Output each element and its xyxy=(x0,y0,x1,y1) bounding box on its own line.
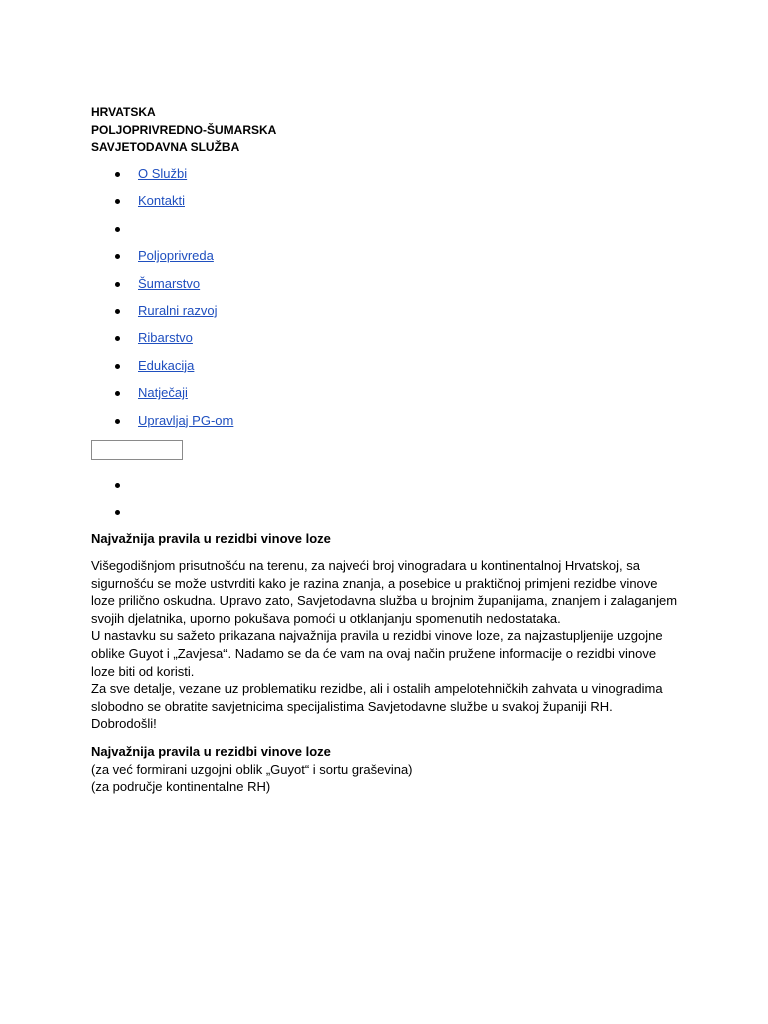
search-input[interactable] xyxy=(91,440,183,460)
nav-link-ruralni-razvoj[interactable]: Ruralni razvoj xyxy=(138,302,218,318)
secondary-list xyxy=(91,476,138,530)
nav-item-sumarstvo xyxy=(91,275,233,302)
nav-link-poljoprivreda[interactable]: Poljoprivreda xyxy=(138,248,214,264)
nav-item-empty xyxy=(91,220,233,247)
article-title: Najvažnija pravila u rezidbi vinove loze xyxy=(91,531,331,546)
list-item xyxy=(91,476,138,503)
nav-link-upravljaj-pg-om[interactable]: Upravljaj PG-om xyxy=(138,412,234,428)
org-line-3: SAVJETODAVNA SLUŽBA xyxy=(91,140,240,154)
article-paragraph: Za sve detalje, vezane uz problematiku rezidbe, ali i ostalih ampelotehničkih zahvata u vinogradima slobodno se obratite savjetnicima specijalistima Savjetodavne službe u svakoj županiji RH. xyxy=(91,681,663,714)
article-body xyxy=(91,557,681,733)
nav-item-poljoprivreda xyxy=(91,247,233,274)
nav-link-ribarstvo[interactable]: Ribarstvo xyxy=(138,330,193,346)
nav-item-ruralni-razvoj xyxy=(91,302,233,329)
org-line-1: HRVATSKA xyxy=(91,105,156,119)
nav-item-ribarstvo xyxy=(91,329,233,356)
nav-link-o-sluzbi[interactable]: O Službi xyxy=(138,166,188,181)
article-paragraph: U nastavku su sažeto prikazana najvažnija pravila u rezidbi vinove loze, za najzastupljenije uzgojne oblike Guyot i „Zavjesa“. Nadamo se da će vam na ovaj način pružene informacije o rezidbi vinove loze biti od koristi. xyxy=(91,628,663,679)
nav-item-kontakti xyxy=(91,192,233,219)
org-line-2: POLJOPRIVREDNO-ŠUMARSKA xyxy=(91,122,277,137)
article-section xyxy=(91,743,681,796)
section-title: Najvažnija pravila u rezidbi vinove loze xyxy=(91,744,331,759)
nav-link-edukacija[interactable]: Edukacija xyxy=(138,357,195,373)
nav-item-o-sluzbi xyxy=(91,165,233,192)
nav-item-edukacija xyxy=(91,357,233,384)
nav-link-sumarstvo[interactable]: Šumarstvo xyxy=(138,275,201,291)
nav-item-upravljaj-pg-om xyxy=(91,412,233,439)
main-navigation xyxy=(91,165,233,439)
article-paragraph: Dobrodošli! xyxy=(91,716,157,732)
nav-link-natjecaji[interactable]: Natječaji xyxy=(138,385,188,401)
section-subtitle: (za već formirani uzgojni oblik „Guyot“ i sortu graševina) xyxy=(91,761,413,777)
organization-name xyxy=(91,104,276,157)
section-subtitle: (za područje kontinentalne RH) xyxy=(91,779,271,795)
article-paragraph: Višegodišnjom prisutnošću na terenu, za najveći broj vinogradara u kontinentalnoj Hrvatskoj, sa sigurnošću se može ustvrditi kako je razina znanja, a posebice u praktičnoj primjeni rezidbe vinove loze prilično oskudna. Upravo zato, Savjetodavna služba u brojnim županijama, znanjem i zalaganjem svojih djelatnika, uporno pokušava pomoći u otklanjanju spomenutih nedostataka. xyxy=(91,558,678,626)
nav-link-kontakti[interactable]: Kontakti xyxy=(138,193,185,209)
list-item xyxy=(91,503,138,530)
nav-item-natjecaji xyxy=(91,384,233,411)
